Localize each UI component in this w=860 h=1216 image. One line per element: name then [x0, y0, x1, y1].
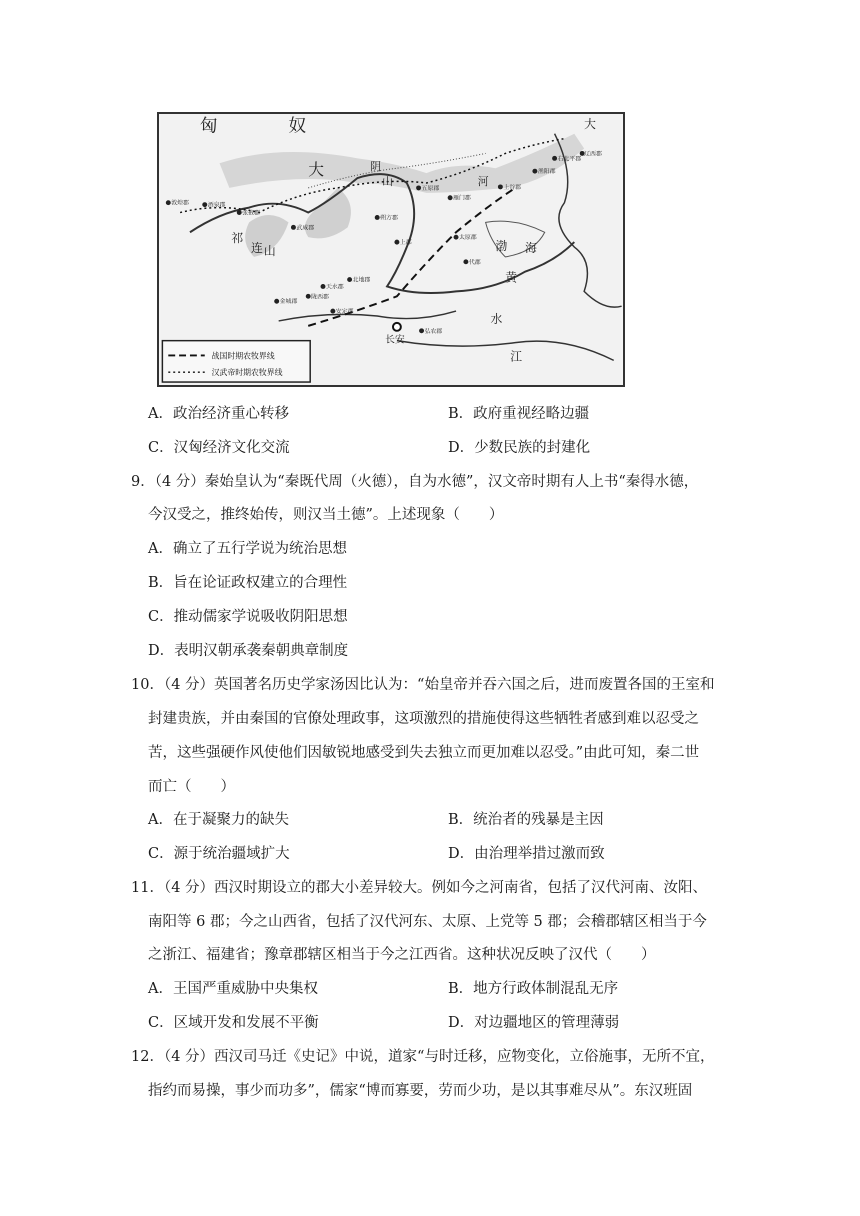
q9-option-a: A．确立了五行学说为统治思想 — [148, 541, 347, 557]
label-he: 河 — [477, 174, 489, 188]
label-zhao: 祁 — [231, 231, 244, 246]
label-yanmen: 雁门郡 — [453, 195, 471, 202]
label-jiuquan: 酒泉郡 — [207, 202, 226, 209]
label-daijun: 代郡 — [468, 259, 481, 266]
label-youbeiping: 右北平郡 — [557, 156, 582, 163]
label-xiongnu-1: 匈 — [199, 116, 218, 137]
label-da: 大 — [584, 116, 596, 131]
q11-option-c: C．区域开发和发展不平衡 — [148, 1015, 319, 1031]
map-svg — [159, 114, 623, 385]
label-tianshui: 天水郡 — [325, 284, 344, 291]
q12-stem-line1: 12．（4 分）西汉司马迁《史记》中说，道家“与时迁移，应物变化，立俗施事，无所不宜， — [131, 1049, 715, 1065]
label-jiuyuan: 五原郡 — [421, 185, 440, 192]
label-liaoxi: 辽西郡 — [584, 151, 602, 158]
label-hongnong: 弘农郡 — [424, 328, 443, 335]
label-jiang: 江 — [510, 349, 523, 364]
q11-option-a: A．王国严重威胁中央集权 — [148, 981, 318, 997]
q9-option-d: D．表明汉朝承袭秦朝典章制度 — [148, 643, 349, 659]
q11-stem-line3: 之浙江、福建省；豫章郡辖区相当于今之江西省。这种状况反映了汉代（ ） — [148, 947, 656, 963]
label-changan: 长安 — [385, 334, 405, 346]
label-dunhuang: 敦煌郡 — [171, 200, 189, 207]
label-yin: 阴 — [370, 160, 382, 174]
label-longxi: 陇西郡 — [311, 294, 329, 301]
label-hai2: 海 — [525, 240, 537, 255]
label-anding: 安定郡 — [335, 309, 354, 316]
label-jincheng: 金城郡 — [279, 299, 298, 306]
q10-stem-line3: 苦，这些强硬作风使他们因敏锐地感受到失去独立而更加难以忍受。”由此可知，秦二世 — [148, 745, 700, 761]
legend-item-1: 战国时期农牧界线 — [211, 351, 275, 361]
q10-option-d: D．由治理举措过激而致 — [448, 846, 605, 862]
q9-stem-line2: 今汉受之，推终始传，则汉当土德”。上述现象（ ） — [148, 507, 504, 523]
q8-option-c: C．汉匈经济文化交流 — [148, 440, 290, 456]
q10-option-a: A．在于凝聚力的缺失 — [148, 812, 289, 828]
q11-stem-line2: 南阳等 6 郡；今之山西省，包括了汉代河东、太原、上党等 5 郡；会稽郡辖区相当于今 — [148, 914, 707, 930]
label-huang: 黄 — [505, 270, 518, 285]
label-beidi: 北地郡 — [352, 277, 371, 284]
q8-option-b: B．政府重视经略边疆 — [448, 406, 590, 422]
label-lian: 连 — [251, 240, 263, 255]
q10-stem-line1: 10．（4 分）英国著名历史学家汤因比认为：“始皇帝并吞六国之后，进而废置各国的王室和 — [131, 677, 715, 693]
label-shan: 山 — [382, 174, 393, 188]
q11-stem-line1: 11．（4 分）西汉时期设立的郡大小差异较大。例如今之河南省，包括了汉代河南、汝阳、 — [131, 880, 708, 896]
label-shuofang: 朔方郡 — [380, 215, 398, 222]
q11-option-b: B．地方行政体制混乱无序 — [448, 981, 619, 997]
q8-option-a: A．政治经济重心转移 — [148, 406, 289, 422]
label-taiyuan: 太原郡 — [458, 235, 477, 242]
q10-option-c: C．源于统治疆域扩大 — [148, 846, 290, 862]
label-hai: 渤 — [495, 238, 508, 253]
label-shan2: 山 — [263, 243, 276, 258]
historical-map — [157, 112, 625, 387]
q9-option-c: C．推动儒家学说吸收阴阳思想 — [148, 609, 348, 625]
label-shui: 水 — [490, 311, 503, 326]
q11-option-d: D．对边疆地区的管理薄弱 — [448, 1015, 620, 1031]
q8-option-d: D．少数民族的封建化 — [448, 440, 591, 456]
label-wuwei: 武威郡 — [296, 225, 315, 232]
label-yuyang: 渔阳郡 — [537, 169, 556, 176]
legend-item-2: 汉武帝时期农牧界线 — [211, 368, 283, 378]
q10-stem-line4: 而亡（ ） — [148, 779, 235, 795]
label-shangjun: 上郡 — [399, 240, 412, 247]
q9-stem-line1: 9．（4 分）秦始皇认为“秦既代周（火德），自为水德”，汉文帝时期有人上书“秦得水德， — [131, 474, 699, 490]
label-xiongnu-2: 奴 — [288, 116, 307, 137]
label-zhangye: 张掖郡 — [242, 210, 260, 217]
label-shanggu: 上谷郡 — [503, 184, 522, 191]
q10-option-b: B．统治者的残暴是主因 — [448, 812, 604, 828]
q12-stem-line2: 指约而易操，事少而功多”，儒家“博而寡要，劳而少功，是以其事难尽从”。东汉班固 — [148, 1083, 693, 1099]
q9-option-b: B．旨在论证政权建立的合理性 — [148, 575, 348, 591]
q10-stem-line2: 封建贵族，并由秦国的官僚处理政事，这项激烈的措施使得这些牺牲者感到难以忍受之 — [148, 711, 699, 727]
label-da2: 大 — [308, 160, 324, 180]
